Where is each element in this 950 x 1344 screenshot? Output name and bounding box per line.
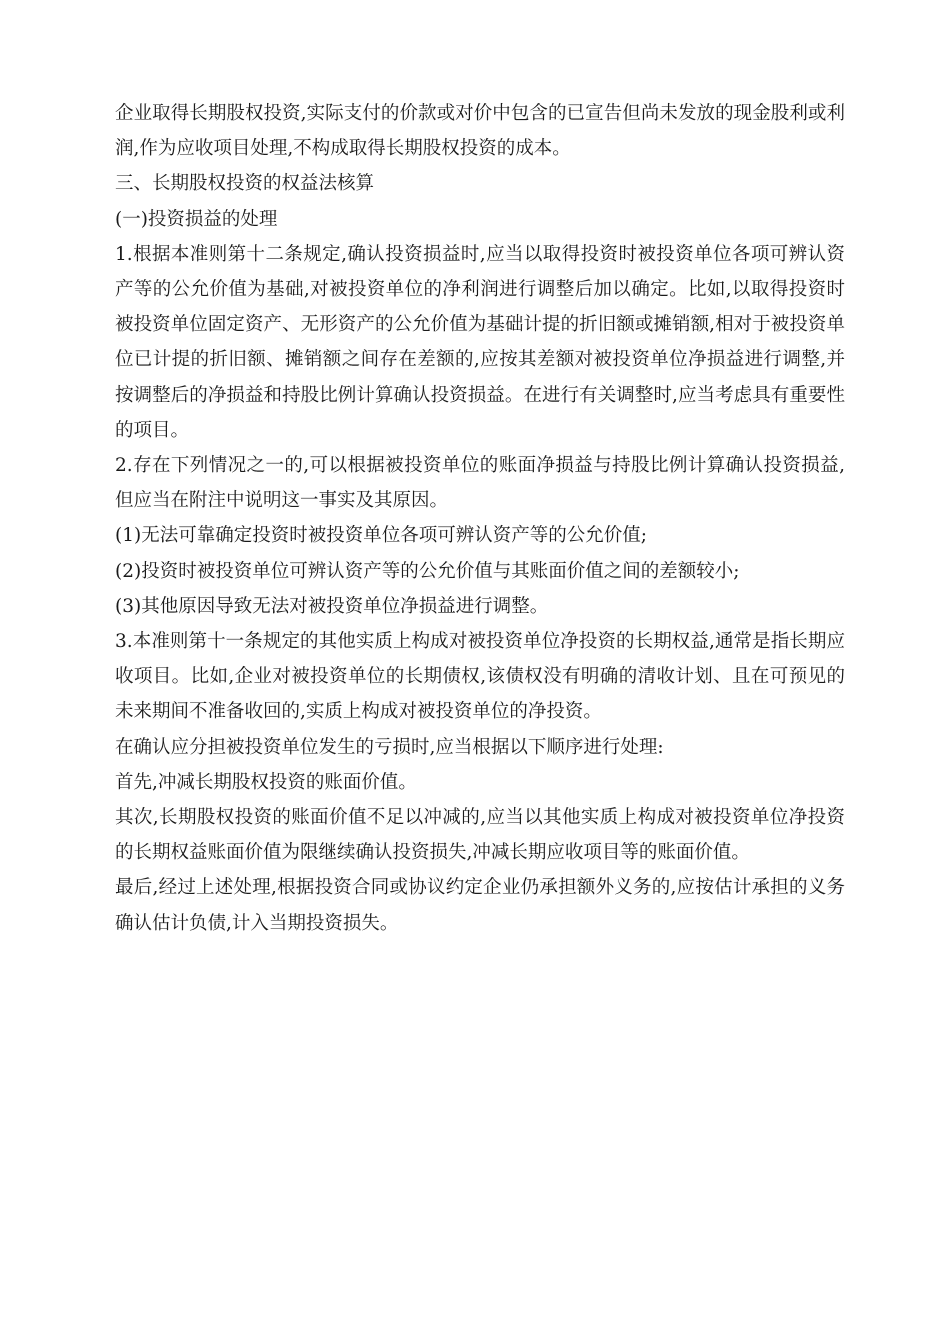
paragraph-final-step: 最后,经过上述处理,根据投资合同或协议约定企业仍承担额外义务的,应按估计承担的义务确认估计负债,计入当期投资损失。 (115, 877, 845, 934)
paragraph-item-2: 2.存在下列情况之一的,可以根据被投资单位的账面净损益与持股比例计算确认投资损益,但应当在附注中说明这一事实及其原因。 (115, 455, 845, 512)
list-item-case-1: (1)无法可靠确定投资时被投资单位各项可辨认资产等的公允价值; (115, 525, 647, 547)
paragraph-item-1: 1.根据本准则第十二条规定,确认投资损益时,应当以取得投资时被投资单位各项可辨认资产等的公允价值为基础,对被投资单位的净利润进行调整后加以确定。比如,以取得投资时被投资单位固定资产、无形资产的公允价值为基础计提的折旧额或摊销额,相对于被投资单位已计提的折旧额、摊销额之间存在差额的,应按其差额对被投资单位净损益进行调整,并按调整后的净损益和持股比例计算确认投资损益。在进行有关调整时,应当考虑具有重要性的项目。 (115, 243, 845, 441)
paragraph-item-3: 3.本准则第十一条规定的其他实质上构成对被投资单位净投资的长期权益,通常是指长期应收项目。比如,企业对被投资单位的长期债权,该债权没有明确的清收计划、且在可预见的未来期间不准备收回的,实质上构成对被投资单位的净投资。 (115, 631, 845, 723)
list-item-case-2: (2)投资时被投资单位可辨认资产等的公允价值与其账面价值之间的差额较小; (115, 560, 740, 582)
paragraph-loss-order: 在确认应分担被投资单位发生的亏损时,应当根据以下顺序进行处理: (115, 736, 664, 758)
document-body (115, 96, 845, 941)
paragraph-second-step: 其次,长期股权投资的账面价值不足以冲减的,应当以其他实质上构成对被投资单位净投资的长期权益账面价值为限继续确认投资损失,冲减长期应收项目等的账面价值。 (115, 807, 845, 864)
paragraph-first-step: 首先,冲减长期股权投资的账面价值。 (115, 771, 417, 793)
subsection-heading-investment-gains: (一)投资损益的处理 (115, 208, 278, 230)
section-heading-equity-method: 三、长期股权投资的权益法核算 (115, 173, 375, 195)
paragraph-dividend-note: 企业取得长期股权投资,实际支付的价款或对价中包含的已宣告但尚未发放的现金股利或利润,作为应收项目处理,不构成取得长期股权投资的成本。 (115, 103, 845, 160)
list-item-case-3: (3)其他原因导致无法对被投资单位净损益进行调整。 (115, 595, 549, 617)
